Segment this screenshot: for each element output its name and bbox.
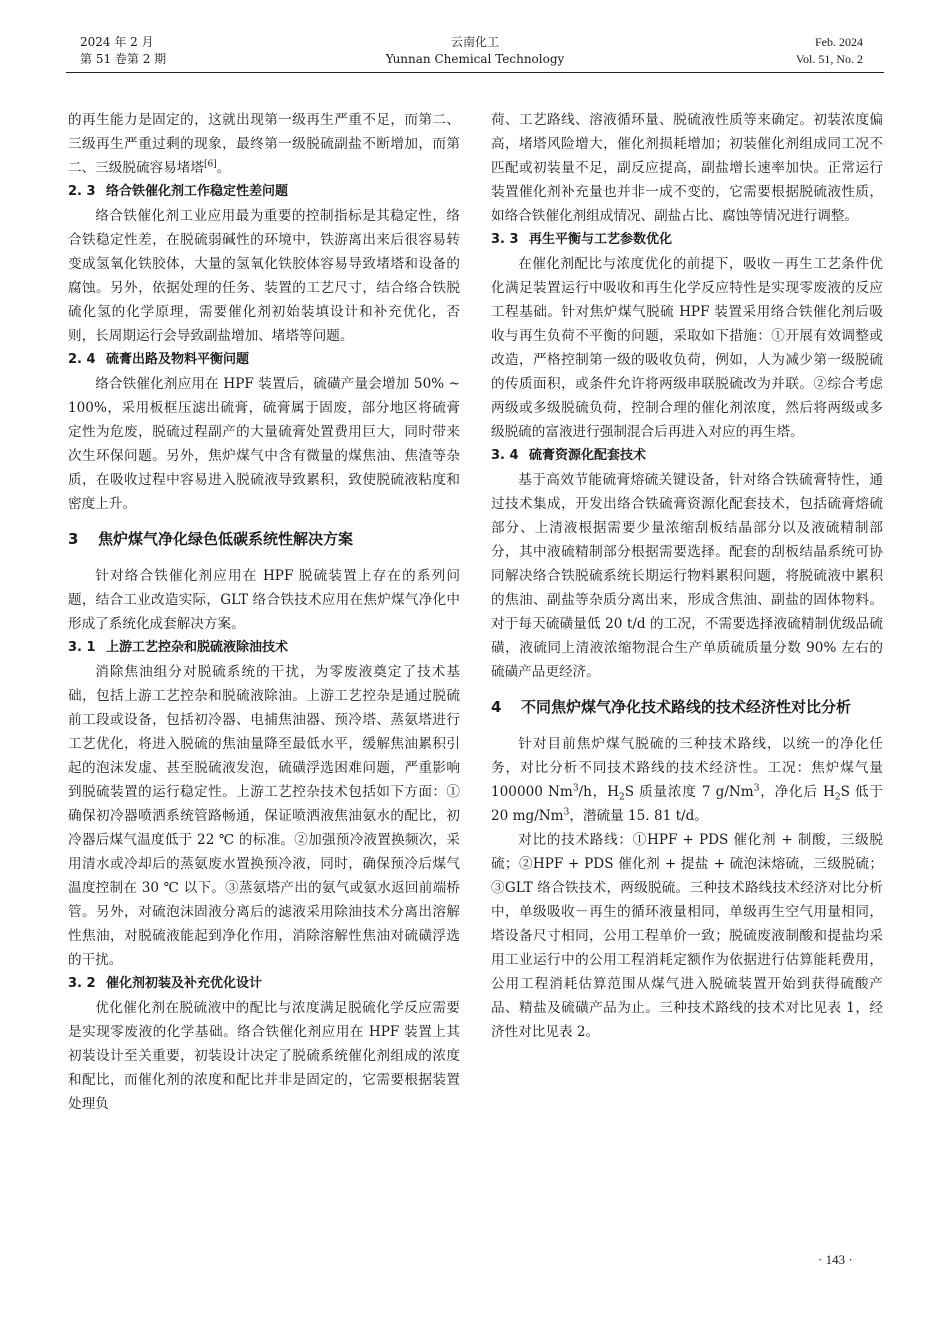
section-heading-3-3: 3. 3 再生平衡与工艺参数优化 <box>491 232 673 247</box>
header-volume: 第 51 卷第 2 期 <box>80 52 167 66</box>
right-column <box>491 108 883 1044</box>
header-journal-issue <box>796 34 863 68</box>
paragraph: 针对目前焦炉煤气脱硫的三种技术路线，以统一的净化任务，对比分析不同技术路线的技术经济性。工况：焦炉煤气量 100000 Nm$^3$/h，$H_2S$ 质量浓度 7 g/Nm$^3$，净化后 $H_2S$ 低于 20 mg/Nm$^3$，潜硫量 15. 81 t/d。 <box>491 736 883 824</box>
paragraph: 荷、工艺路线、溶液循环量、脱硫液性质等来确定。初装浓度偏高，堵塔风险增大，催化剂损耗增加；初装催化剂组成同工况不匹配或初装量不足，副反应提高，副盐增长速率加快。正常运行装置催化剂补充量也并非一成不变的，它需要根据脱硫液性质，如络合铁催化剂组成情况、副盐占比、腐蚀等情况进行调整。 <box>491 112 883 224</box>
left-column <box>68 108 460 1116</box>
paragraph: 基于高效节能硫膏熔硫关键设备，针对络合铁硫膏特性，通过技术集成，开发出络合铁硫膏资源化配套技术，包括硫膏熔硫部分、上清液根据需要少量浓缩刮板结晶部分以及液硫精制部分，其中液硫精制部分根据需要选择。配套的刮板结晶系统可协同解决络合铁脱硫系统长期运行物料累积问题，将脱硫液中累积的焦油、副盐等杂质分离出来，形成含焦油、副盐的固体物料。对于每天硫磺量低 20 t/d 的工况，不需要选择液硫精制优级品硫磺，液硫同上清液浓缩物混合生产单质硫质量分数 90% 左右的硫磺产品更经济。 <box>491 472 883 680</box>
section-heading-3-1: 3. 1 上游工艺控杂和脱硫液除油技术 <box>68 640 289 655</box>
header-journal-name <box>300 34 650 68</box>
paragraph: 对比的技术路线：①HPF + PDS 催化剂 + 制酸，三级脱硫；②HPF + PDS 催化剂 + 提盐 + 硫泡沫熔硫，三级脱硫；③GLT 络合铁技术，两级脱硫。三种技术路线技术经济对比分析中，单级吸收－再生的循环液量相同，单级再生空气用量相同，塔设备尺寸相同，公用工程单价一致；脱硫废液制酸和提盐均采用工业运行中的公用工程消耗定额作为依据进行估算能耗费用，公用工程消耗估算范围从煤气进入脱硫装置开始到获得硫酸产品、精盐及硫磺产品为止。三种技术路线的技术对比见表 1，经济性对比见表 2。 <box>491 832 883 1040</box>
paragraph: 针对络合铁催化剂应用在 HPF 脱硫装置上存在的系列问题，结合工业改造实际，GLT 络合铁技术应用在焦炉煤气净化中形成了系统化成套解决方案。 <box>68 568 460 632</box>
paragraph: 优化催化剂在脱硫液中的配比与浓度满足脱硫化学反应需要是实现零废液的化学基础。络合铁催化剂应用在 HPF 装置上其初装设计至关重要，初装设计决定了脱硫系统催化剂组成的浓度和配比，而催化剂的浓度和配比并非是固定的，它需要根据装置处理负 <box>68 1000 460 1112</box>
header-rule <box>66 72 884 73</box>
section-heading-2-3: 2. 3 络合铁催化剂工作稳定性差问题 <box>68 184 289 199</box>
header-date-en: Feb. 2024 <box>815 35 863 49</box>
section-heading-3: 3 焦炉煤气净化绿色低碳系统性解决方案 <box>68 530 354 548</box>
section-heading-2-4: 2. 4 硫膏出路及物料平衡问题 <box>68 352 250 367</box>
paragraph: 络合铁催化剂应用在 HPF 装置后，硫磺产量会增加 50% ~ 100%，采用板框压滤出硫膏，硫膏属于固废，部分地区将硫膏定性为危废，脱硫过程副产的大量硫膏处置费用巨大，同时带来次生环保问题。另外，焦炉煤气中含有微量的煤焦油、焦渣等杂质，在吸收过程中容易进入脱硫液导致累积，致使脱硫液粘度和密度上升。 <box>68 376 460 512</box>
paragraph: 在催化剂配比与浓度优化的前提下，吸收－再生工艺条件优化满足装置运行中吸收和再生化学反应特性是实现零废液的反应工程基础。针对焦炉煤气脱硫 HPF 装置采用络合铁催化剂后吸收与再生负荷不平衡的问题，采取如下措施：①开展有效调整或改造，严格控制第一级的吸收负荷，例如，人为减少第一级脱硫的传质面积，或条件允许将两级串联脱硫改为并联。②综合考虑两级或多级脱硫负荷，控制合理的催化剂浓度，然后将两级或多级脱硫的富液进行强制混合后再进入对应的再生塔。 <box>491 256 883 440</box>
section-heading-3-2: 3. 2 催化剂初装及补充优化设计 <box>68 976 263 991</box>
section-heading-4: 4 不同焦炉煤气净化技术路线的技术经济性对比分析 <box>491 698 852 716</box>
header-journal-en: Yunnan Chemical Technology <box>385 52 565 66</box>
page-number: · 143 · <box>818 1252 853 1267</box>
header-volume-en: Vol. 51, No. 2 <box>795 52 863 66</box>
header-date: 2024 年 2 月 <box>80 35 154 49</box>
citation: [6] <box>203 159 217 170</box>
paragraph: 络合铁催化剂工业应用最为重要的控制指标是其稳定性，络合铁稳定性差，在脱硫弱碱性的环境中，铁游离出来后很容易转变成氢氧化铁胶体，大量的氢氧化铁胶体容易导致堵塔和设备的腐蚀。另外，依据处理的任务、装置的工艺尺寸，结合络合铁脱硫化氢的化学原理，需要催化剂初始装填设计和补充优化，否则，长周期运行会导致副盐增加、堵塔等问题。 <box>68 208 460 344</box>
paragraph: 的再生能力是固定的，这就出现第一级再生严重不足，而第二、三级再生严重过剩的现象，最终第一级脱硫副盐不断增加，而第二、三级脱硫容易堵塔[6]。 <box>68 112 460 176</box>
header-journal-cn: 云南化工 <box>450 35 499 49</box>
header-journal-date <box>80 34 166 68</box>
paragraph: 消除焦油组分对脱硫系统的干扰，为零废液奠定了技术基础，包括上游工艺控杂和脱硫液除油。上游工艺控杂是通过脱硫前工段或设备，包括初冷器、电捕焦油器、预冷塔、蒸氨塔进行工艺优化，将进入脱硫的焦油量降至最低水平，缓解焦油累积引起的泡沫发虚、甚至脱硫液发泡，硫磺浮选困难问题，严重影响到脱硫装置的运行稳定性。上游工艺控杂技术包括如下方面：①确保初冷器喷洒系统管路畅通，保证喷洒液焦油氨水的配比，初冷器后煤气温度低于 22 ℃ 的标准。②加强预冷液置换频次，采用清水或冷却后的蒸氨废水置换预冷液，同时，确保预冷后煤气温度控制在 30 ℃ 以下。③蒸氨塔产出的氨气或氨水返回前端桥管。另外，对硫泡沫固液分离后的滤液采用除油技术分离出溶解性焦油，对脱硫液能起到净化作用，消除溶解性焦油对硫磺浮选的干扰。 <box>68 664 460 968</box>
section-heading-3-4: 3. 4 硫膏资源化配套技术 <box>491 448 647 463</box>
